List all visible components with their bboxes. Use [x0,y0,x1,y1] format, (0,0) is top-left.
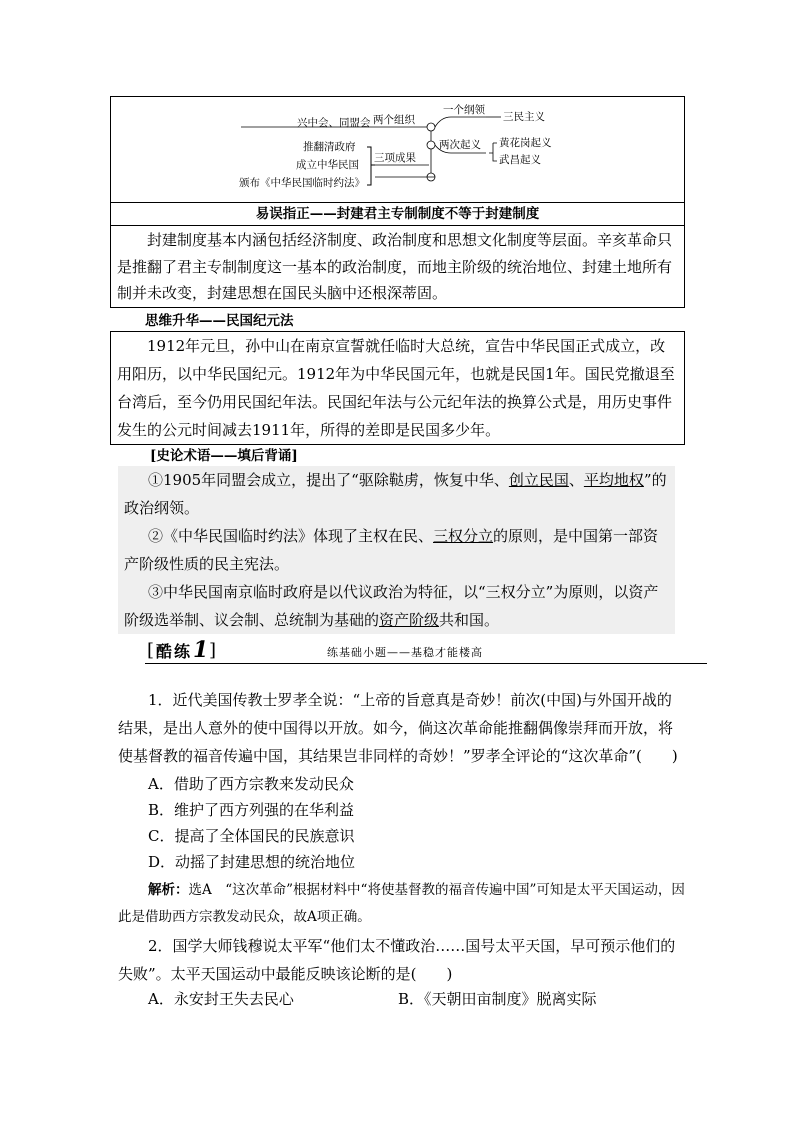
terms-item-3-b: 共和国。 [439,611,500,629]
terms-item-2 [124,522,669,578]
terms-item-1-b: 、 [568,471,584,489]
q1-option-c: C．提高了全体国民的民族意识 [148,827,355,845]
practice-subtitle: 练基础小题——基稳才能楼高 [327,646,483,659]
q2-option-a: A．永安封王失去民心 [148,990,294,1008]
terms-panel [118,466,675,634]
diagram-left-item-2: 推翻清政府 [303,141,356,153]
terms-item-3-a: ③中华民国南京临时政府是以代议政治为特征，以“三权分立”为原则，以资产阶级选举制、议会制、总统制为基础的 [124,583,659,629]
practice-rule [145,663,707,664]
practice-header [147,637,707,664]
terms-item-1-c: ”的政治纲领。 [124,471,667,517]
q1-stem: 1．近代美国传教士罗孝全说：“上帝的旨意真是奇妙！前次(中国)与外国开战的结果，是出人意外的使中国得以开放。如今，倘这次革命能推翻偶像崇拜而开放，将使基督教的福音传遍中国，其结果岂非同样的奇妙！”罗孝全评论的“这次革命”( ) [118,691,678,765]
q1-option-b: B．维护了西方列强的在华利益 [148,801,355,819]
q2-option-b: B．《天朝田亩制度》脱离实际 [398,990,597,1008]
diagram-left-item-3: 成立中华民国 [296,159,359,171]
terms-item-3 [124,578,669,634]
diagram-right-item-3: 武昌起义 [499,154,541,166]
tip-divider [111,225,684,226]
terms-item-1-a: ①1905年同盟会成立，提出了“驱除鞑虏，恢复中华、 [148,471,509,489]
diagram-right-item-2: 黄花岗起义 [499,137,552,149]
terms-item-3-blank: 资产阶级 [379,611,440,629]
diagram-mid-label-1: 两个组织 [373,114,415,126]
q2-stem: 2．国学大师钱穆说太平军“他们太不懂政治……国号太平天国，早可预示他们的失败”。太平天国运动中最能反映该论断的是( ) [118,937,676,983]
terms-item-2-a: ②《中华民国临时约法》体现了主权在民、 [148,527,434,545]
q1-option-d: D．动摇了封建思想的统治地位 [148,853,356,871]
diagram-left-item-4: 颁布《中华民国临时约法》 [239,177,365,189]
practice-badge-num: 1 [193,637,209,663]
think-box [110,331,685,445]
diagram-branch-label-1: 一个纲领 [443,104,485,116]
terms-item-1-blank-1: 创立民国 [508,471,569,489]
tip-body: 封建制度基本内涵包括经济制度、政治制度和思想文化制度等层面。辛亥革命只是推翻了君主专制制度这一基本的政治制度，而地主阶级的统治地位、封建土地所有制并未改变，封建思想在国民头脑中还根深蒂固。 [117,231,673,302]
terms-item-2-blank: 三权分立 [433,527,494,545]
terms-item-1 [124,466,669,522]
diagram-mid-label-2: 三项成果 [374,152,416,164]
terms-item-1-blank-2: 平均地权 [583,471,644,489]
terms-title: [史论术语——填后背诵] [150,448,298,464]
terms-item-2-b: 的原则，是中国第一部资产阶级性质的民主宪法。 [124,527,659,573]
diagram-left-item-1: 兴中会、同盟会 [297,117,371,129]
diagram-divider [111,202,684,203]
think-body: 1912年元旦，孙中山在南京宣誓就任临时大总统，宣告中华民国正式成立，改用阳历，以中华民国纪元。1912年为中华民国元年，也就是民国1年。国民党撤退至台湾后，至今仍用民国纪年法。民国纪年法与公元纪年法的换算公式是，用历史事件发生的公元时间减去1911年，所得的差即是民国多少年。 [117,337,675,439]
think-title: 思维升华——民国纪元法 [145,313,294,329]
q1-option-a: A．借助了西方宗教来发动民众 [148,775,354,793]
q1-analysis-label: 解析： [148,882,189,898]
practice-badge-open: [ [147,640,155,661]
tip-title: 易误指正——封建君主专制制度不等于封建制度 [255,206,540,222]
q1-analysis [118,877,686,931]
knowledge-diagram [111,97,686,202]
practice-badge-close: ] [209,640,217,661]
diagram-branch-label-2: 两次起义 [439,139,481,151]
practice-badge-text: 酷练 [156,642,193,661]
q1-analysis-text: 选A “这次革命”根据材料中“将使基督教的福音传遍中国”可知是太平天国运动，因此是借助西方宗教发动民众，故A项正确。 [118,882,685,925]
diagram-right-item-1: 三民主义 [503,111,545,123]
summary-box [110,96,685,308]
